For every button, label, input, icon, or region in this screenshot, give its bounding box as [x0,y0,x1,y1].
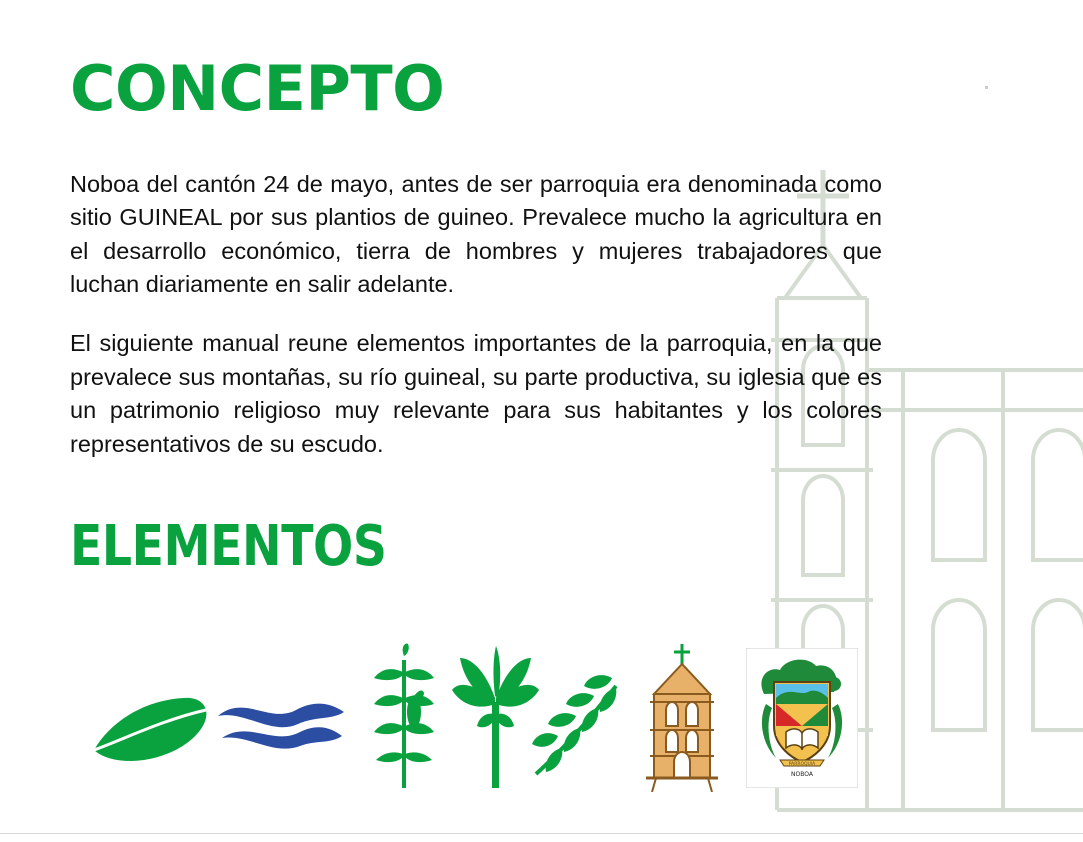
decorative-dot [985,86,988,89]
corn-icon [370,642,440,792]
palm-icon [450,642,542,792]
document-content [70,52,900,579]
footer-divider [0,833,1083,834]
elementos-heading: ELEMENTOS [70,513,387,579]
coat-of-arms-icon [746,648,858,788]
concepto-paragraph-1: Noboa del cantón 24 de mayo, antes de ser parroquia era denominada como sitio GUINEAL por sus plantios de guineo. Prevalece mucho la agricultura en el desarrollo económico, tierra de hombres y mujeres trabajadores que luchan diariamente en salir adelante. [70,171,882,298]
church-icon [640,642,724,792]
svg-text:PARROQUIA: PARROQUIA [788,762,816,767]
river-icon [216,698,346,754]
concepto-paragraph-2: El siguiente manual reune elementos importantes de la parroquia, en la que prevalece sus montañas, su río guineal, su parte productiva, su iglesia que es un patrimonio religioso muy relevante para sus habitantes y los colores representativos de su escudo. [70,330,882,457]
branch-icon [532,670,628,780]
elementos-icon-row [70,640,900,800]
leaf-icon [92,696,212,766]
svg-text:NOBOA: NOBOA [791,771,813,778]
concepto-heading: CONCEPTO [70,52,445,125]
